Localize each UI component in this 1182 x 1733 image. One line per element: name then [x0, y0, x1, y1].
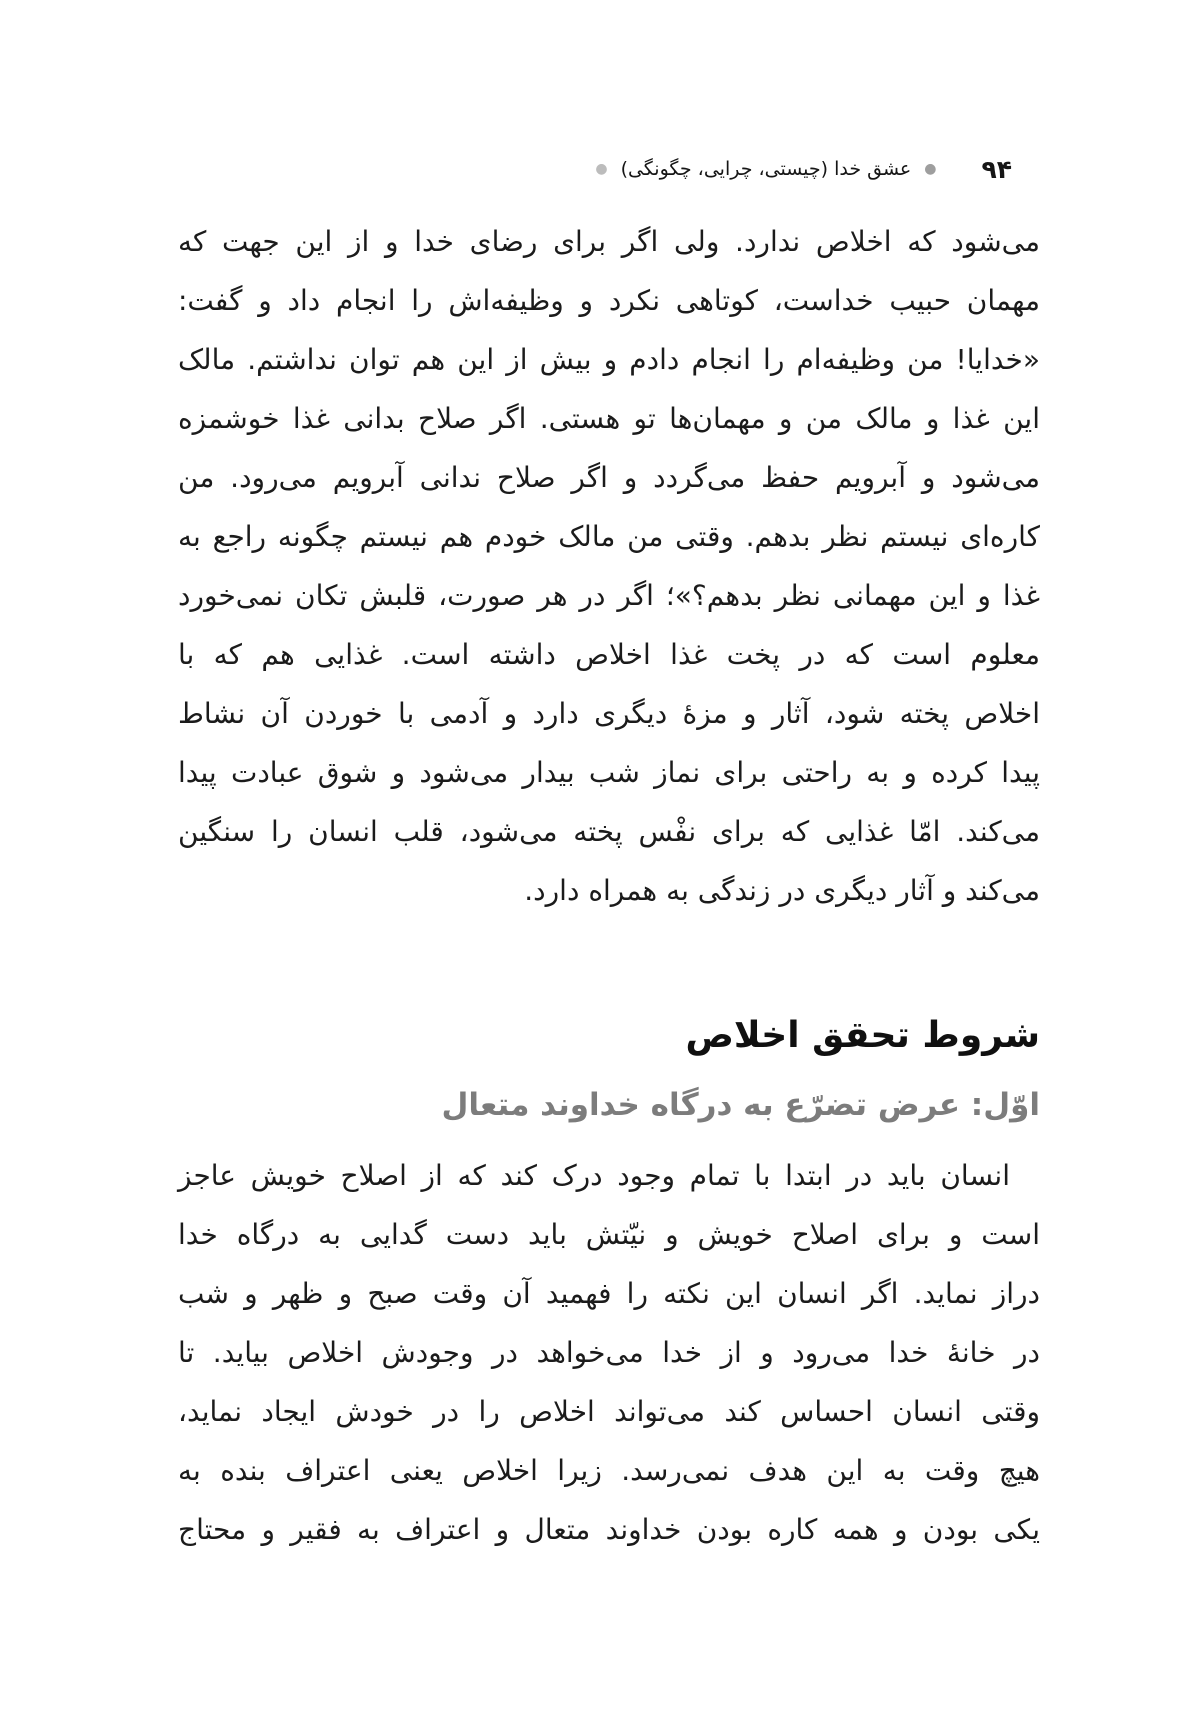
- running-header: [178, 148, 1040, 190]
- text-line: یکی بودن و همه کاره بودن خداوند متعال و اعتراف به فقیر و محتاج: [178, 1513, 1040, 1546]
- text-line: انسان باید در ابتدا با تمام وجود درک کند که از اصلاح خویش عاجز: [178, 1159, 1010, 1192]
- section-heading: شروط تحقق اخلاص: [685, 1015, 1040, 1056]
- section-subheading: اوّل: عرض تضرّع به درگاه خداوند متعال: [441, 1087, 1040, 1123]
- text-line: وقتی انسان احساس کند می‌تواند اخلاص را در خودش ایجاد نماید،: [178, 1395, 1040, 1428]
- text-line: می‌کند. امّا غذایی که برای نفْس پخته می‌شود، قلب انسان را سنگین: [178, 815, 1040, 848]
- text-line: مهمان حبیب خداست، کوتاهی نکرد و وظیفه‌اش را انجام داد و گفت:: [178, 284, 1040, 317]
- text-line: می‌شود که اخلاص ندارد. ولی اگر برای رضای خدا و از این جهت که: [178, 225, 1040, 258]
- text-line: «خدایا! من وظیفه‌ام را انجام دادم و بیش از این هم توان نداشتم. مالک: [178, 343, 1040, 376]
- bullet-icon: ●: [924, 161, 937, 177]
- text-line: پیدا کرده و به راحتی برای نماز شب بیدار می‌شود و شوق عبادت پیدا: [178, 756, 1040, 789]
- text-line: در خانهٔ خدا می‌رود و از خدا می‌خواهد در وجودش اخلاص بیاید. تا: [178, 1336, 1040, 1369]
- text-line: معلوم است که در پخت غذا اخلاص داشته است. غذایی هم که با: [178, 638, 1040, 671]
- text-line: است و برای اصلاح خویش و نیّتش باید دست گدایی به درگاه خدا: [178, 1218, 1040, 1251]
- paragraph-2: [178, 1146, 1040, 1559]
- text-line: غذا و این مهمانی نظر بدهم؟»؛ اگر در هر صورت، قلبش تکان نمی‌خورد: [178, 579, 1040, 612]
- text-line: می‌شود و آبرویم حفظ می‌گردد و اگر صلاح ندانی آبرویم می‌رود. من: [178, 461, 1040, 494]
- text-line: کاره‌ای نیستم نظر بدهم. وقتی من مالک خودم هم نیستم چگونه راجع به: [178, 520, 1040, 553]
- text-line: دراز نماید. اگر انسان این نکته را فهمید آن وقت صبح و ظهر و شب: [178, 1277, 1040, 1310]
- running-header-title: عشق خدا (چیستی، چرایی، چگونگی): [620, 157, 912, 180]
- text-line: هیچ وقت به این هدف نمی‌رسد. زیرا اخلاص یعنی اعتراف بنده به: [178, 1454, 1040, 1487]
- text-line: می‌کند و آثار دیگری در زندگی به همراه دارد.: [524, 874, 1040, 907]
- text-line: اخلاص پخته شود، آثار و مزهٔ دیگری دارد و آدمی با خوردن آن نشاط: [178, 697, 1040, 730]
- paragraph-1: [178, 212, 1040, 920]
- page-number: ۹۴: [981, 154, 1012, 184]
- text-line: این غذا و مالک من و مهمان‌ها تو هستی. اگر صلاح بدانی غذا خوشمزه: [178, 402, 1040, 435]
- bullet-icon: ●: [595, 161, 608, 177]
